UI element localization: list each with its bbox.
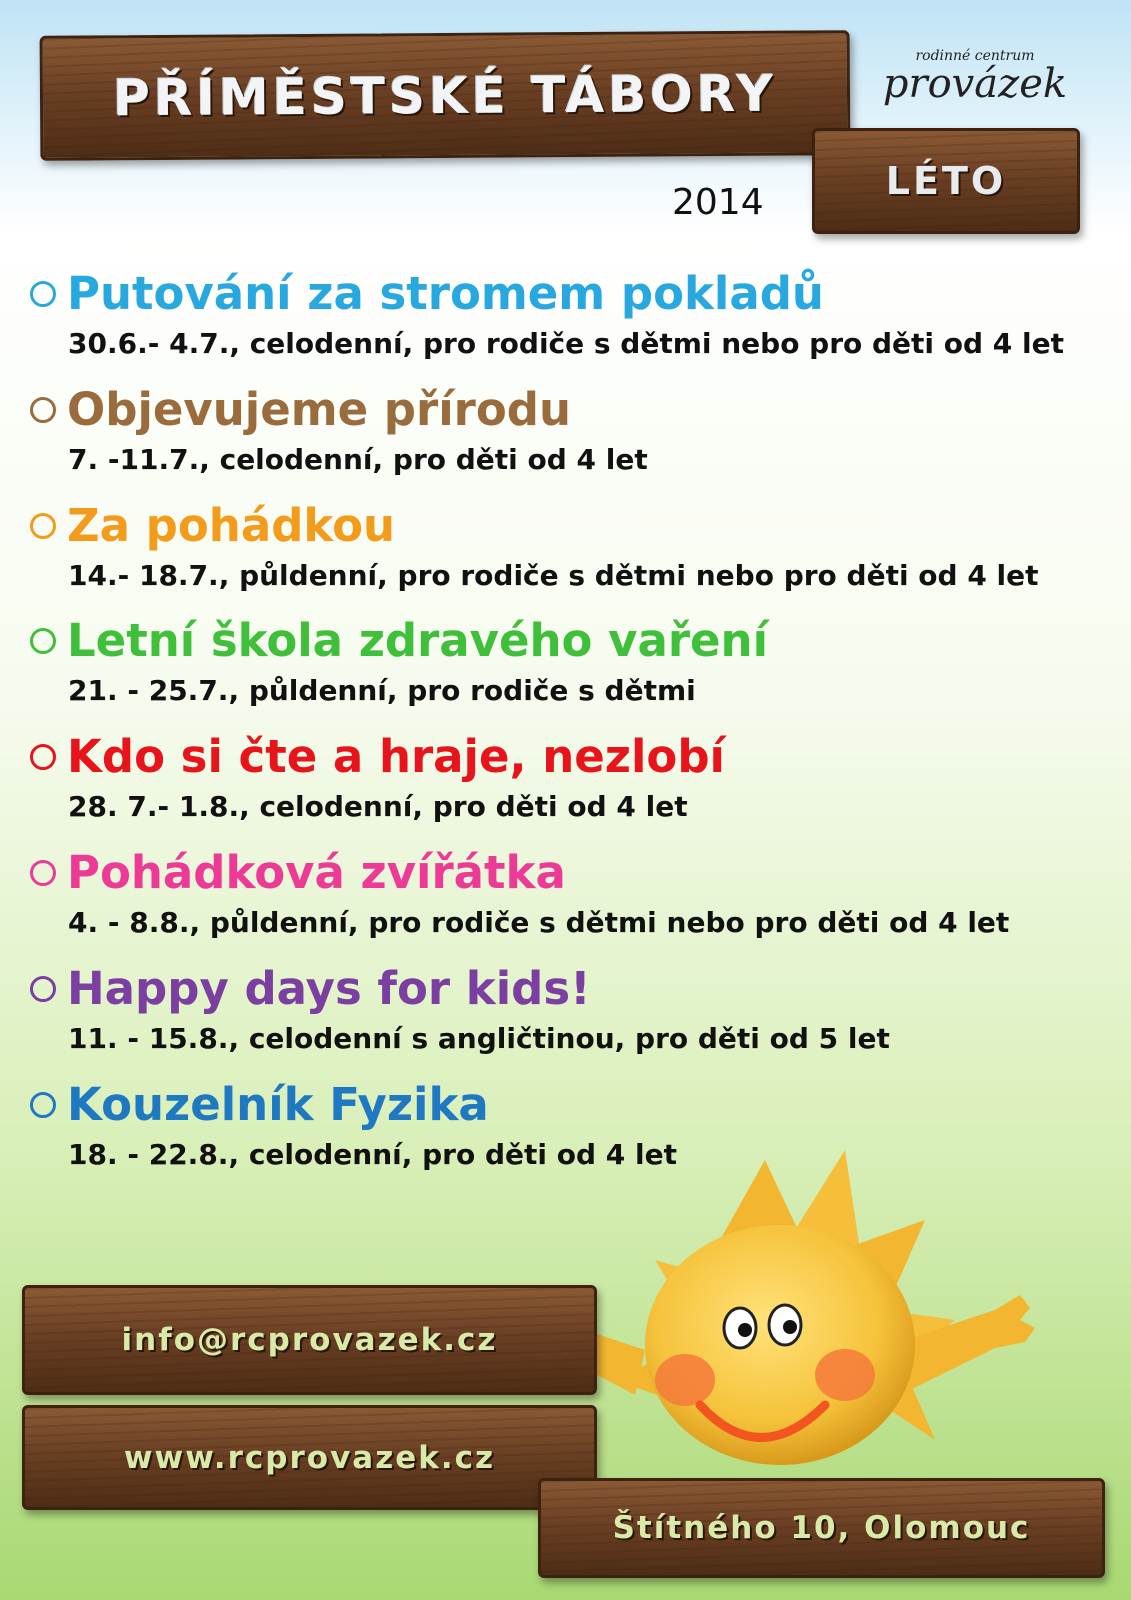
- bullet-icon: [30, 397, 56, 423]
- season-label: LÉTO: [885, 159, 1007, 203]
- logo-subtitle: rodinné centrum: [915, 48, 1035, 64]
- bullet-icon: [30, 744, 56, 770]
- web-link[interactable]: www.rcprovazek.cz: [123, 1439, 496, 1476]
- email-plank: [22, 1285, 597, 1395]
- bullet-icon: [30, 860, 56, 886]
- camp-description: 18. - 22.8., celodenní, pro děti od 4 let: [68, 1138, 677, 1171]
- camp-description: 21. - 25.7., půldenní, pro rodiče s dětmi: [68, 674, 696, 707]
- bullet-icon: [30, 628, 56, 654]
- camp-title: Kouzelník Fyzika: [67, 1078, 489, 1131]
- camp-description: 7. -11.7., celodenní, pro děti od 4 let: [68, 443, 648, 476]
- camp-item: [30, 961, 1120, 1057]
- email-link[interactable]: info@rcprovazek.cz: [121, 1322, 498, 1358]
- camp-title: Za pohádkou: [67, 499, 396, 552]
- camp-item: [30, 613, 1120, 709]
- logo-name: provázek: [882, 61, 1068, 107]
- camp-description: 30.6.- 4.7., celodenní, pro rodiče s dětmi nebo pro děti od 4 let: [68, 327, 1065, 360]
- camp-item: [30, 498, 1120, 594]
- title-plank: [40, 30, 851, 161]
- address-plank: [538, 1478, 1105, 1578]
- camp-item: [30, 382, 1120, 478]
- camp-description: 11. - 15.8., celodenní s angličtinou, pro děti od 5 let: [68, 1022, 890, 1055]
- camp-title: Happy days for kids!: [67, 962, 591, 1015]
- camp-title: Pohádková zvířátka: [67, 846, 566, 899]
- address-text: Štítného 10, Olomouc: [612, 1510, 1031, 1546]
- camp-title: Letní škola zdravého vaření: [67, 614, 769, 667]
- bullet-icon: [30, 1092, 56, 1118]
- bullet-icon: [30, 281, 56, 307]
- camp-title: Objevujeme přírodu: [67, 383, 571, 436]
- camp-description: 28. 7.- 1.8., celodenní, pro děti od 4 let: [68, 790, 688, 823]
- year: 2014: [672, 182, 764, 223]
- web-plank: [22, 1405, 597, 1510]
- camp-item: [30, 845, 1120, 941]
- season-plank: [812, 128, 1080, 234]
- camp-description: 14.- 18.7., půldenní, pro rodiče s dětmi nebo pro děti od 4 let: [68, 559, 1039, 592]
- logo: [875, 48, 1075, 107]
- bullet-icon: [30, 976, 56, 1002]
- bullet-icon: [30, 513, 56, 539]
- page-title: PŘÍMĚSTSKÉ TÁBORY: [112, 64, 777, 127]
- camp-title: Putování za stromem pokladů: [67, 267, 824, 320]
- camp-item: [30, 266, 1120, 362]
- camp-title: Kdo si čte a hraje, nezlobí: [67, 730, 725, 783]
- camp-description: 4. - 8.8., půldenní, pro rodiče s dětmi nebo pro děti od 4 let: [68, 906, 1010, 939]
- camp-item: [30, 729, 1120, 825]
